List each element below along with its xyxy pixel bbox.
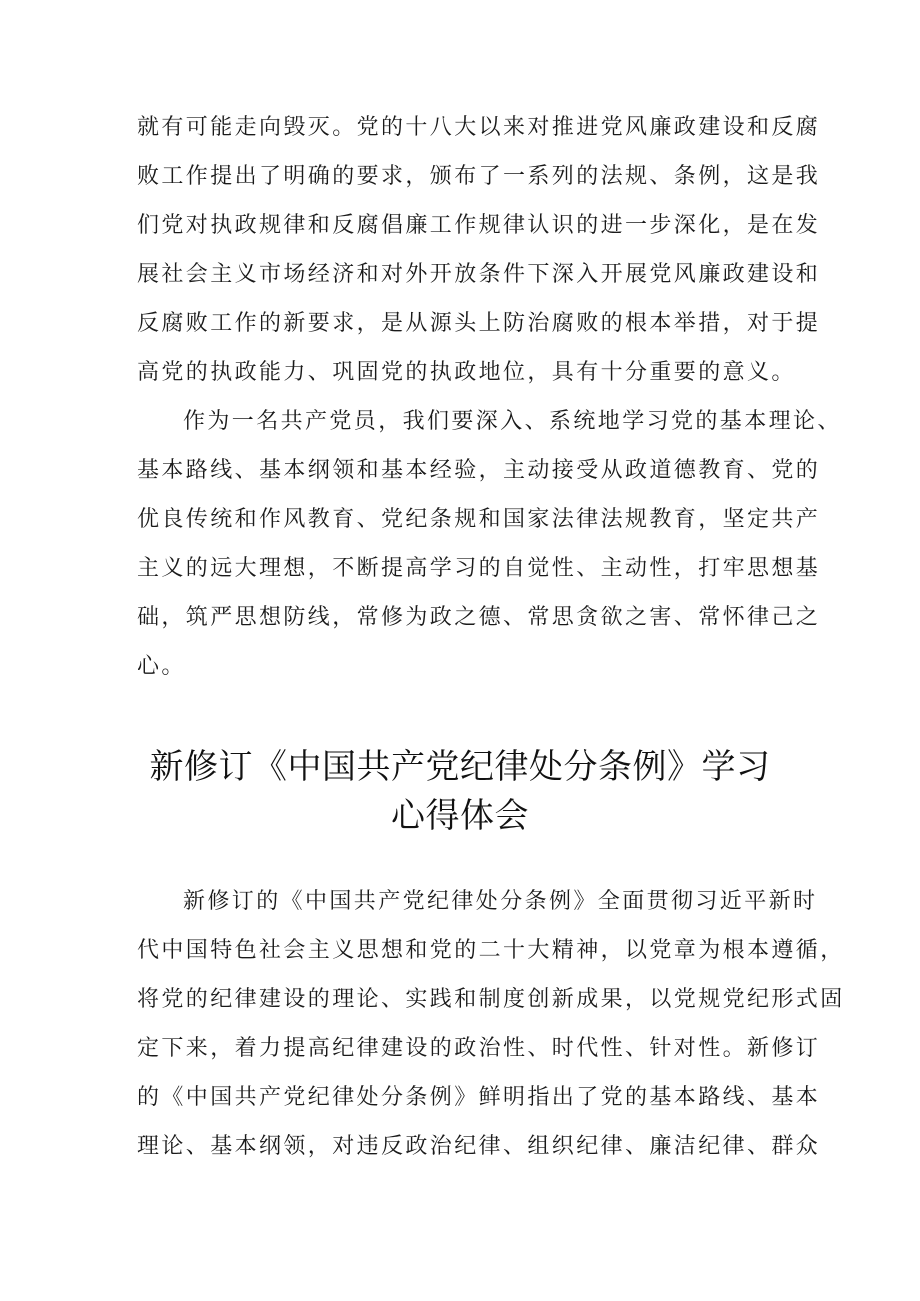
paragraph-line: 反腐败工作的新要求，是从源头上防治腐败的根本举措，对于提: [137, 311, 821, 336]
paragraph-line: 理论、基本纲领，对违反政治纪律、组织纪律、廉洁纪律、群众: [137, 1134, 821, 1159]
paragraph-line: 败工作提出了明确的要求，颁布了一系列的法规、条例，这是我: [137, 164, 821, 189]
paragraph-line: 的《中国共产党纪律处分条例》鲜明指出了党的基本路线、基本: [137, 1085, 821, 1110]
paragraph-line: 定下来，着力提高纪律建设的政治性、时代性、针对性。新修订: [137, 1036, 821, 1061]
paragraph-line: 础，筑严思想防线，常修为政之德、常思贪欲之害、常怀律己之: [137, 605, 821, 630]
paragraph-line: 代中国特色社会主义思想和党的二十大精神，以党章为根本遵循，: [137, 938, 845, 963]
paragraph-line: 主义的远大理想，不断提高学习的自觉性、主动性，打牢思想基: [137, 556, 821, 581]
paragraph-line: 展社会主义市场经济和对外开放条件下深入开展党风廉政建设和: [137, 262, 821, 287]
article-title-line-1: 新修订《中国共产党纪律处分条例》学习: [149, 747, 771, 787]
paragraph-line: 基本路线、基本纲领和基本经验，主动接受从政道德教育、党的: [137, 458, 821, 483]
paragraph-line: 将党的纪律建设的理论、实践和制度创新成果，以党规党纪形式固: [137, 987, 845, 1012]
paragraph-line: 优良传统和作风教育、党纪条规和国家法律法规教育，坚定共产: [137, 507, 821, 532]
article-title-line-2: 心得体会: [391, 796, 529, 836]
paragraph-line: 们党对执政规律和反腐倡廉工作规律认识的进一步深化，是在发: [137, 213, 821, 238]
paragraph-line: 高党的执政能力、巩固党的执政地位，具有十分重要的意义。: [137, 360, 796, 385]
paragraph-line: 心。: [137, 654, 186, 679]
paragraph-line: 新修订的《中国共产党纪律处分条例》全面贯彻习近平新时: [183, 889, 818, 914]
paragraph-line: 就有可能走向毁灭。党的十八大以来对推进党风廉政建设和反腐: [137, 115, 821, 140]
paragraph-line: 作为一名共产党员，我们要深入、系统地学习党的基本理论、: [183, 409, 842, 434]
